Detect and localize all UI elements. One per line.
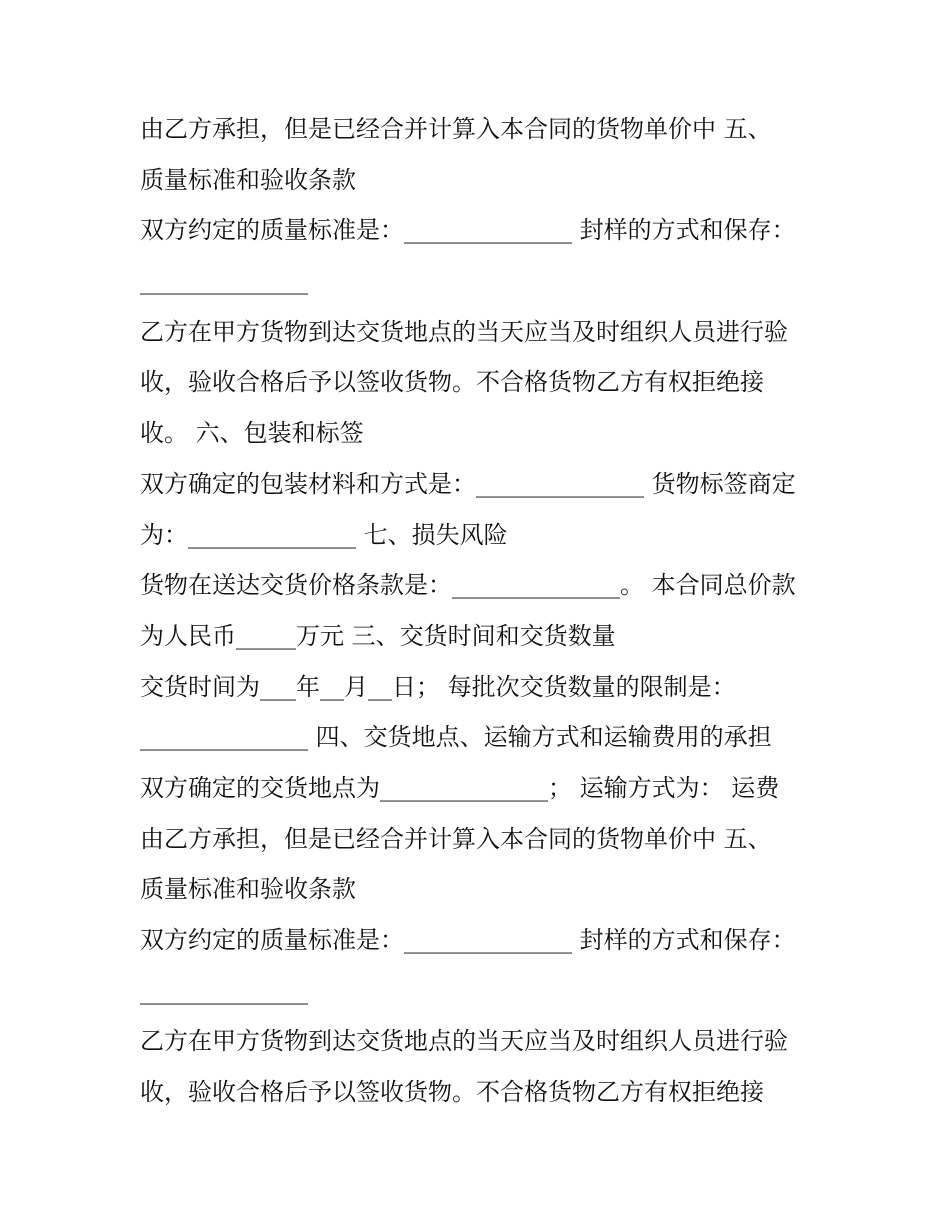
contract-text bbox=[140, 104, 820, 1118]
text-line-13: ______________ 四、交货地点、运输方式和运输费用的承担 bbox=[140, 723, 772, 752]
text-line-20: 收，验收合格后予以签收货物。不合格货物乙方有权拒绝接 bbox=[140, 1078, 764, 1107]
text-line-8: 双方确定的包装材料和方式是：______________ 货物标签商定 bbox=[140, 469, 796, 498]
text-line-6: 收，验收合格后予以签收货物。不合格货物乙方有权拒绝接 bbox=[140, 368, 764, 397]
text-line-1: 由乙方承担，但是已经合并计算入本合同的货物单价中 五、 bbox=[140, 115, 772, 143]
text-line-17: 双方约定的质量标准是：______________ 封样的方式和保存： bbox=[140, 926, 796, 954]
text-line-5: 乙方在甲方货物到达交货地点的当天应当及时组织人员进行验 bbox=[140, 317, 788, 346]
text-line-19: 乙方在甲方货物到达交货地点的当天应当及时组织人员进行验 bbox=[140, 1027, 788, 1056]
text-line-2: 质量标准和验收条款 bbox=[140, 165, 356, 194]
text-line-14: 双方确定的交货地点为______________； 运输方式为： 运费 bbox=[140, 773, 780, 802]
text-line-7: 收。 六、包装和标签 bbox=[140, 419, 364, 448]
text-line-9: 为：______________ 七、损失风险 bbox=[140, 520, 508, 549]
text-line-18: ______________ bbox=[140, 976, 308, 1005]
text-line-3: 双方约定的质量标准是：______________ 封样的方式和保存： bbox=[140, 216, 796, 245]
text-line-10: 货物在送达交货价格条款是：______________。 本合同总价款 bbox=[140, 571, 796, 600]
text-line-12: 交货时间为___年__月__日； 每批次交货数量的限制是： bbox=[140, 672, 736, 701]
text-line-16: 质量标准和验收条款 bbox=[140, 875, 356, 904]
text-line-4: ______________ bbox=[140, 267, 308, 296]
text-line-15: 由乙方承担，但是已经合并计算入本合同的货物单价中 五、 bbox=[140, 824, 772, 853]
text-line-11: 为人民币_____万元 三、交货时间和交货数量 bbox=[140, 621, 616, 650]
